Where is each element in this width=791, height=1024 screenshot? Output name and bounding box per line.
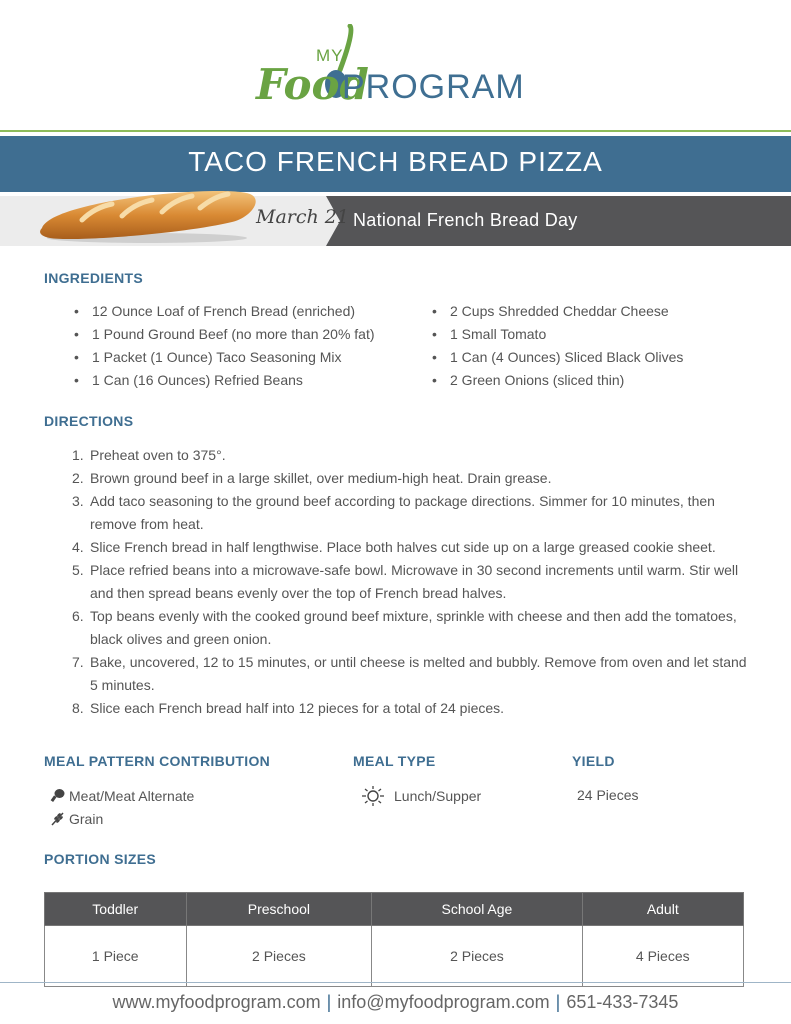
column-header: Preschool <box>186 893 372 926</box>
ingredients-heading: INGREDIENTS <box>44 270 143 286</box>
logo-program: PROGRAM <box>342 68 525 106</box>
event-day: National French Bread Day <box>353 210 578 230</box>
portion-sizes-heading: PORTION SIZES <box>44 851 157 867</box>
wheat-icon <box>50 811 65 826</box>
yield-heading: YIELD <box>572 753 615 769</box>
direction-step: 2. Brown ground beef in a large skillet, over medium-high heat. Drain grease. <box>72 470 552 486</box>
direction-step: 5. Place refried beans into a microwave-safe bowl. Microwave in 30 second increments until warm. Stir well and then spread beans evenly over the top of French bread halves. <box>72 562 739 601</box>
direction-step: 6. Top beans evenly with the cooked ground beef mixture, sprinkle with cheese and then add the tomatoes, black olives and green onion. <box>72 608 737 647</box>
meal-pattern-heading: MEAL PATTERN CONTRIBUTION <box>44 753 271 769</box>
direction-step: 3. Add taco seasoning to the ground beef according to package directions. Simmer for 10 minutes, then remove from heat. <box>72 493 715 532</box>
ingredient-item: • 1 Packet (1 Ounce) Taco Seasoning Mix <box>66 346 426 369</box>
column-header: Adult <box>582 893 743 926</box>
footer-website-link[interactable]: www.myfoodprogram.com <box>112 992 321 1012</box>
ingredient-item: • 1 Can (16 Ounces) Refried Beans <box>66 369 426 392</box>
footer-email-link[interactable]: info@myfoodprogram.com <box>337 992 550 1012</box>
directions-list <box>68 444 758 720</box>
direction-step: 1. Preheat oven to 375°. <box>72 447 226 463</box>
table-cell: 4 Pieces <box>582 926 743 987</box>
ingredient-item: • 1 Small Tomato <box>424 323 754 346</box>
direction-step: 7. Bake, uncovered, 12 to 15 minutes, or until cheese is melted and bubbly. Remove from oven and let stand 5 minutes. <box>72 654 747 693</box>
footer-phone: 651-433-7345 <box>566 992 679 1012</box>
ingredients-list-right <box>424 300 754 392</box>
footer-separator: | <box>326 992 332 1012</box>
table-row <box>45 926 744 987</box>
event-date: March 21 <box>256 206 349 228</box>
column-header: Toddler <box>45 893 187 926</box>
header-divider <box>0 130 791 132</box>
directions-heading: DIRECTIONS <box>44 413 134 429</box>
ingredient-item: • 2 Green Onions (sliced thin) <box>424 369 754 392</box>
ingredient-item: • 2 Cups Shredded Cheddar Cheese <box>424 300 754 323</box>
drumstick-icon <box>50 788 65 803</box>
logo-my: MY <box>316 46 344 65</box>
table-cell: 2 Pieces <box>186 926 372 987</box>
footer-divider <box>0 982 791 983</box>
sun-icon <box>360 786 386 806</box>
table-cell: 1 Piece <box>45 926 187 987</box>
french-bread-image <box>32 180 262 246</box>
ingredient-item: • 12 Ounce Loaf of French Bread (enriched) <box>66 300 426 323</box>
meal-pattern-item: Meat/Meat Alternate <box>50 788 194 804</box>
table-header-row <box>45 893 744 926</box>
footer-contact <box>0 992 791 1013</box>
portion-sizes-table <box>44 892 744 987</box>
ingredient-item: • 1 Can (4 Ounces) Sliced Black Olives <box>424 346 754 369</box>
direction-step: 8. Slice each French bread half into 12 pieces for a total of 24 pieces. <box>72 700 505 716</box>
table-cell: 2 Pieces <box>372 926 582 987</box>
column-header: School Age <box>372 893 582 926</box>
ingredients-list-left <box>66 300 426 392</box>
my-food-program-logo <box>256 24 546 114</box>
yield-value: 24 Pieces <box>577 787 639 803</box>
meal-pattern-item: Grain <box>50 811 103 827</box>
logo-food: Food <box>256 60 369 109</box>
direction-step: 4. Slice French bread in half lengthwise. Place both halves cut side up on a large greased cookie sheet. <box>72 539 716 555</box>
ingredient-item: • 1 Pound Ground Beef (no more than 20% fat) <box>66 323 426 346</box>
recipe-title: TACO FRENCH BREAD PIZZA <box>188 146 603 177</box>
footer-separator: | <box>555 992 561 1012</box>
meal-type-heading: MEAL TYPE <box>353 753 436 769</box>
meal-type-value: Lunch/Supper <box>360 786 481 806</box>
